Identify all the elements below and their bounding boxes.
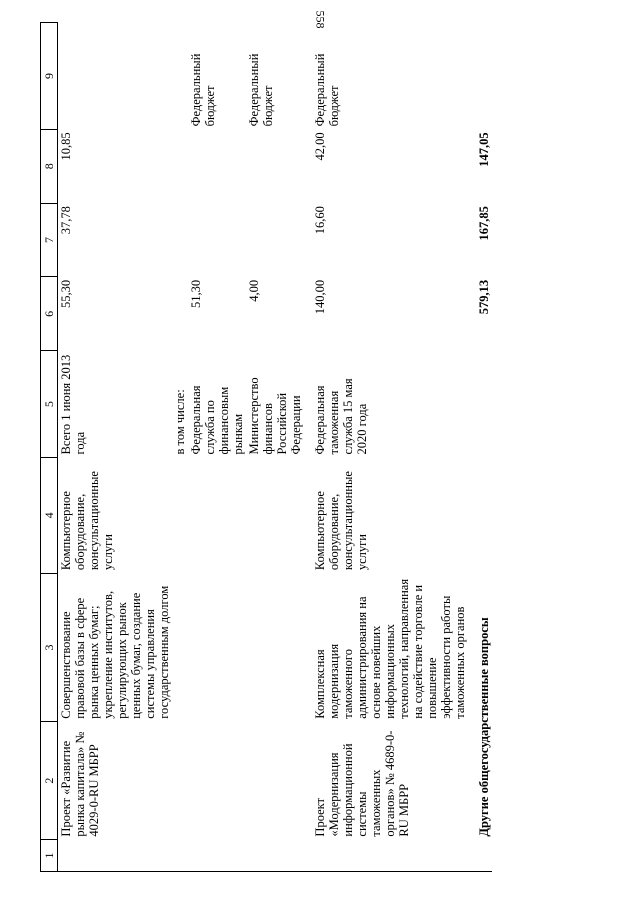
executor-cell: Федеральная таможенная служба 15 мая 2020 года	[313, 378, 369, 455]
header-col-6: 6	[41, 277, 58, 351]
header-col-2: 2	[41, 722, 58, 840]
source-cell: Федеральный бюджет	[247, 53, 275, 127]
executor-cell: Министерство финансов Российской Федерации	[247, 377, 303, 455]
col6-cell: 55,30	[59, 279, 73, 309]
header-col-1: 1	[41, 840, 58, 872]
rotated-page	[40, 22, 600, 872]
header-col-4: 4	[41, 457, 58, 573]
table-row	[246, 23, 304, 872]
executor-cell: Федеральная служба по финансовым рынкам	[189, 385, 245, 455]
budget-table	[40, 22, 492, 872]
total-label: Другие общегосударственные вопросы	[477, 617, 491, 837]
col6-cell: 51,30	[189, 279, 203, 309]
executor-cell: Всего 1 июня 2013 года	[59, 354, 87, 455]
total-col7: 167,85	[477, 206, 491, 241]
header-col-7: 7	[41, 203, 58, 277]
project-cell: Проект «Развитие рынка капитала» № 4029-0-RU МБРР	[59, 731, 101, 837]
header-col-8: 8	[41, 129, 58, 203]
source-cell: Федеральный бюджет	[189, 53, 217, 127]
table-header-row	[41, 23, 58, 872]
table-row	[312, 23, 468, 872]
table-row	[188, 23, 246, 872]
executor-cell: в том числе:	[173, 389, 187, 455]
goods-cell: Компьютерное оборудование, консультационные услуги	[59, 471, 115, 571]
col7-cell: 16,60	[313, 206, 327, 235]
header-col-9: 9	[41, 23, 58, 130]
source-cell: Федеральный бюджет	[313, 53, 341, 127]
page-number: 558	[313, 10, 328, 29]
header-col-3: 3	[41, 573, 58, 722]
description-cell: Комплексная модернизация таможенного администрирования на основе новейших информационных технологий, направленная на содействие торговле и повышение эффективности работы таможенных органов	[313, 578, 467, 719]
total-row	[476, 23, 492, 872]
col8-cell: 10,85	[59, 132, 73, 161]
source-cell	[58, 23, 173, 130]
table-row	[58, 23, 173, 872]
col7-cell: 37,78	[59, 206, 73, 235]
table-row	[172, 23, 188, 872]
goods-cell: Компьютерное оборудование, консультационные услуги	[313, 471, 369, 571]
col6-cell: 140,00	[313, 279, 327, 315]
col8-cell: 42,00	[313, 132, 327, 161]
header-col-5: 5	[41, 351, 58, 458]
total-col8: 147,05	[477, 132, 491, 167]
total-col6: 579,13	[477, 279, 491, 315]
description-cell: Совершенствование правовой базы в сфере рынка ценных бумаг; укрепление институтов, регулирующих рынок ценных бумаг, создание системы управления государственным долгом	[59, 585, 171, 719]
col6-cell: 4,00	[247, 279, 261, 302]
project-cell: Проект «Модернизация информационной системы таможенных органов» № 4689-0-RU МБРР	[313, 730, 411, 837]
